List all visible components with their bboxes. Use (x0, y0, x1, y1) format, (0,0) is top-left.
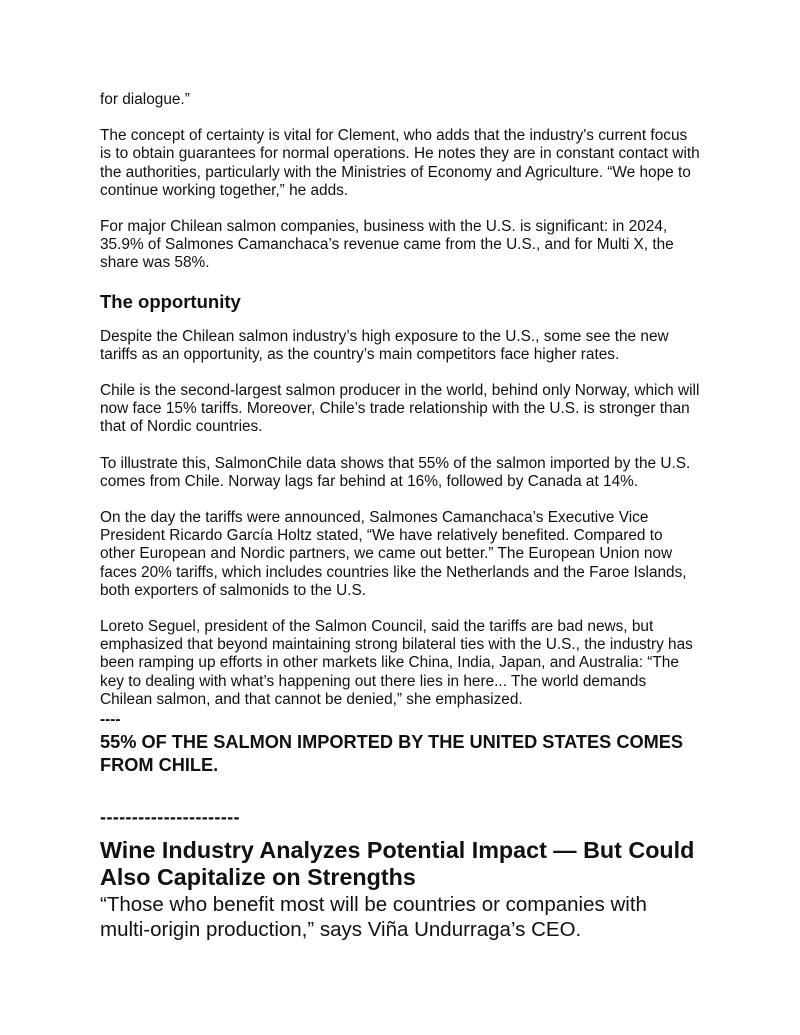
next-article-headline: Wine Industry Analyzes Potential Impact — But Could Also Capitalize on Strengths (100, 837, 695, 891)
next-article-dek: “Those who benefit most will be countries or companies with multi-origin production,” says Viña Undurraga’s CEO. (100, 893, 647, 942)
document-page (100, 91, 700, 942)
separator-long: ---------------------- (100, 807, 240, 828)
paragraph-tariff-day: On the day the tariffs were announced, Salmones Camanchaca’s Executive Vice President Ricardo García Holtz stated, “We have relatively benefited. Compared to other European and Nordic partners, we came out better.” The European Union now faces 20% tariffs, which includes countries like the Netherlands and the Faroe Islands, both exporters of salmonids to the U.S. (100, 509, 687, 599)
separator-short: ---- (100, 711, 121, 729)
paragraph-salmonchile-data: To illustrate this, SalmonChile data shows that 55% of the salmon imported by the U.S. comes from Chile. Norway lags far behind at 16%, followed by Canada at 14%. (100, 454, 691, 490)
paragraph-us-business: For major Chilean salmon companies, business with the U.S. is significant: in 2024, 35.9% of Salmones Camanchaca’s revenue came from the U.S., and for Multi X, the share was 58%. (100, 218, 674, 272)
pull-quote: 55% OF THE SALMON IMPORTED BY THE UNITED STATES COMES FROM CHILE. (100, 732, 684, 776)
paragraph-second-largest: Chile is the second-largest salmon producer in the world, behind only Norway, which will now face 15% tariffs. Moreover, Chile’s trade relationship with the U.S. is stronger than that of Nordic countries. (100, 382, 700, 436)
subheading-opportunity: The opportunity (100, 290, 241, 312)
paragraph-loreto-seguel: Loreto Seguel, president of the Salmon Council, said the tariffs are bad news, but emphasized that beyond maintaining strong bilateral ties with the U.S., the industry has been ramping up efforts in other markets like China, India, Japan, and Australia: “The key to dealing with what’s happening out there lies in here... The world demands Chilean salmon, and that cannot be denied,” she emphasized. (100, 618, 693, 708)
paragraph-certainty: The concept of certainty is vital for Clement, who adds that the industry's current focus is to obtain guarantees for normal operations. He notes they are in constant contact with the authorities, particularly with the Ministries of Economy and Agriculture. “We hope to continue working together,” he adds. (100, 127, 700, 199)
paragraph-dialogue-end: for dialogue.” (100, 91, 190, 108)
paragraph-exposure: Despite the Chilean salmon industry’s high exposure to the U.S., some see the new tariffs as an opportunity, as the country’s main competitors face higher rates. (100, 327, 669, 363)
